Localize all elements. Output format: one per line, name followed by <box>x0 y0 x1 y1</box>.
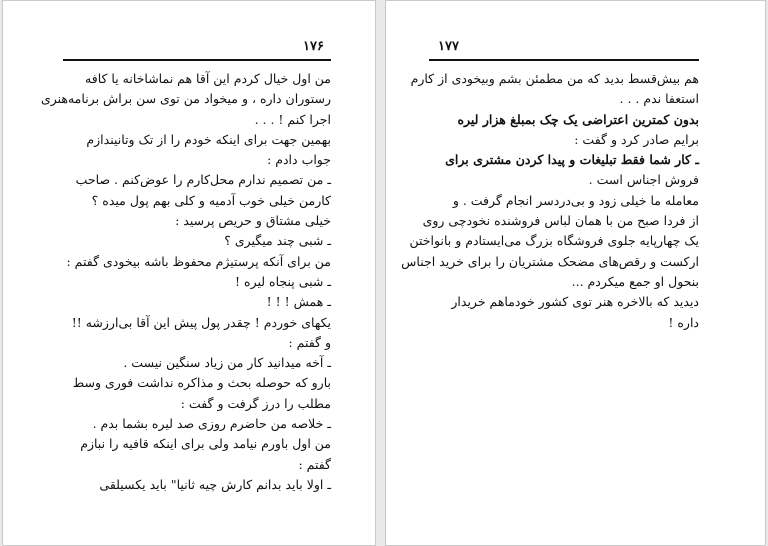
text-line: ـ شبی پنجاه لیره ! <box>235 273 331 289</box>
text-line: بدون کمترین اعتراضی یک چک بمبلغ هزار لیره <box>457 111 699 127</box>
text-line: فروش اجناس است . <box>588 172 699 188</box>
text-line: ـ کار شما فقط تبلیغات و پیدا کردن مشتری برای <box>445 152 699 168</box>
text-line: جواب دادم : <box>267 152 331 168</box>
right-page-number: ۱۷۷ <box>438 39 459 54</box>
text-line: یک چهارپایه جلوی فروشگاه بزرگ می‌ایستادم و بانواختن <box>409 233 699 249</box>
text-line: بهمین جهت برای اینکه خودم را از تک وتانیندازم <box>86 131 331 147</box>
text-line: بارو که حوصله بحث و مذاکره نداشت فوری وسط <box>72 375 331 391</box>
text-line: ارکست و رقص‌های مضحک مشتریان را برای خرید اجناس <box>401 253 699 269</box>
text-line: بنحول او جمع میکردم ... <box>571 273 699 289</box>
text-line: ـ من تصمیم ندارم محل‌کارم را عوض‌کنم . صاحب <box>75 172 331 188</box>
right-header-rule <box>429 59 699 61</box>
text-line: گفتم : <box>298 456 331 472</box>
text-line: رستوران داره ، و میخواد من توی سن براش برنامه‌هنری <box>40 91 331 107</box>
text-line: ـ خلاصه من حاضرم روزی صد لیره بشما بدم . <box>92 416 331 432</box>
text-line: ـ اولا باید بدانم کارش چیه ثانیا" باید یکسیلقی <box>99 476 331 492</box>
right-page-body <box>401 69 699 333</box>
text-line: هم بیش‌قسط بدید که من مطمئن بشم وبیخودی از کارم <box>410 71 699 86</box>
text-line: من اول باورم نیامد ولی برای اینکه قافیه را نبازم <box>80 436 331 452</box>
text-line: یکهای خوردم ! چقدر پول پیش این آقا بی‌ارزشه !! <box>71 314 331 330</box>
text-line: استعفا ندم . . . <box>619 91 699 107</box>
left-page-body <box>40 69 331 495</box>
text-line: خیلی مشتاق و حریص پرسید : <box>175 213 331 229</box>
text-line: برایم صادر کرد و گفت : <box>574 131 699 147</box>
text-line: داره ! <box>668 314 699 330</box>
right-page <box>385 0 766 546</box>
left-page <box>2 0 376 546</box>
text-line: من برای آنکه پرستیژم محفوظ باشه بیخودی گفتم : <box>66 253 331 269</box>
text-line: معامله ما خیلی زود و بی‌دردسر انجام گرفت . و <box>452 192 699 208</box>
left-page-number: ۱۷۶ <box>303 39 324 54</box>
text-line: ـ شبی چند میگیری ؟ <box>224 233 331 249</box>
text-line: از فردا صبح من با همان لباس فروشنده نخودچی روی <box>422 213 699 229</box>
text-line: ـ آخه میدانید کار من زیاد سنگین نیست . <box>123 355 331 371</box>
left-header-rule <box>63 59 331 61</box>
text-line: من اول خیال کردم این آقا هم نماشاخانه یا کافه <box>85 71 331 86</box>
text-line: ـ همش ! ! ! <box>266 294 331 310</box>
text-line: مطلب را درز گرفت و گفت : <box>180 395 331 411</box>
text-line: و گفتم : <box>288 334 331 350</box>
text-line: کارمن خیلی خوب آدمیه و کلی بهم پول میده ؟ <box>91 192 331 208</box>
text-line: دیدید که بالاخره هنر توی کشور خودماهم خریدار <box>451 294 699 310</box>
text-line: اجرا کنم ! . . . <box>254 111 331 127</box>
